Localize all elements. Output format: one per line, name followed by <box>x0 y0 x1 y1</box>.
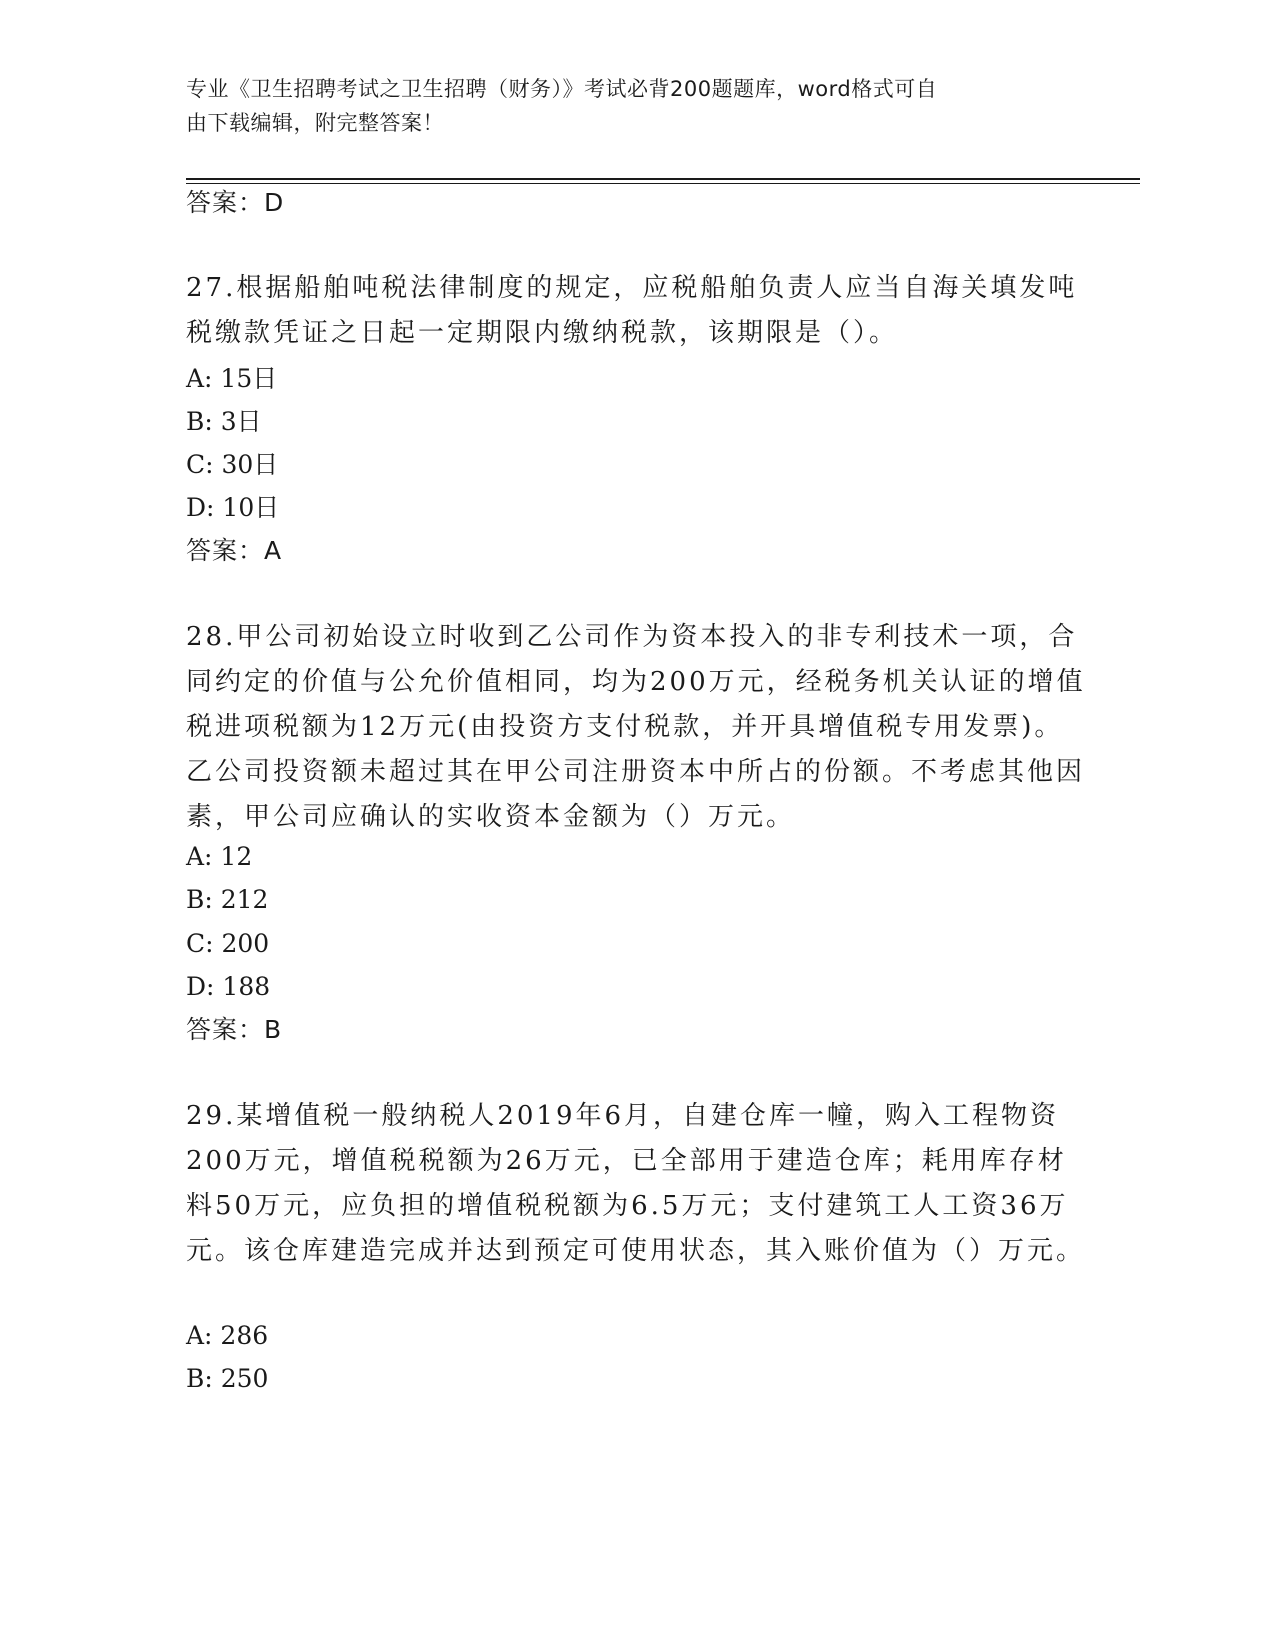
question-28-option-c: C: 200 <box>186 929 270 958</box>
previous-answer: 答案：D <box>186 188 285 217</box>
question-29-option-a: A: 286 <box>186 1321 269 1350</box>
question-28-answer: 答案：B <box>186 1015 283 1044</box>
question-28-option-b: B: 212 <box>186 885 269 914</box>
document-header <box>186 72 1066 140</box>
header-line-2: 由下载编辑，附完整答案！ <box>186 111 444 135</box>
header-line-1: 专业《卫生招聘考试之卫生招聘（财务）》考试必背200题题库，word格式可自 <box>186 77 938 101</box>
header-divider-thin <box>186 183 1140 184</box>
question-27-answer: 答案：A <box>186 536 283 565</box>
question-28-option-d: D: 188 <box>186 972 271 1001</box>
question-28-option-a: A: 12 <box>186 842 253 871</box>
question-27-option-b: B: 3日 <box>186 407 262 436</box>
header-divider-thick <box>186 178 1140 180</box>
question-27-option-d: D: 10日 <box>186 493 280 522</box>
question-27-option-c: C: 30日 <box>186 450 279 479</box>
question-28-text: 28.甲公司初始设立时收到乙公司作为资本投入的非专利技术一项，合同约定的价值与公允价值相同，均为200万元，经税务机关认证的增值税进项税额为12万元(由投资方支付税款，并开具增值税专用发票)。乙公司投资额未超过其在甲公司注册资本中所占的份额。不考虑其他因素，甲公司应确认的实收资本金额为（）万元。 <box>186 622 1086 832</box>
question-29-text: 29.某增值税一般纳税人2019年6月，自建仓库一幢，购入工程物资200万元，增值税税额为26万元，已全部用于建造仓库；耗用库存材料50万元，应负担的增值税税额为6.5万元；支付建筑工人工资36万元。该仓库建造完成并达到预定可使用状态，其入账价值为（）万元。 <box>186 1101 1086 1266</box>
question-29-option-b: B: 250 <box>186 1364 269 1393</box>
question-27-option-a: A: 15日 <box>186 364 278 393</box>
question-27-text: 27.根据船舶吨税法律制度的规定，应税船舶负责人应当自海关填发吨税缴款凭证之日起一定期限内缴纳税款，该期限是（）。 <box>186 273 1078 348</box>
